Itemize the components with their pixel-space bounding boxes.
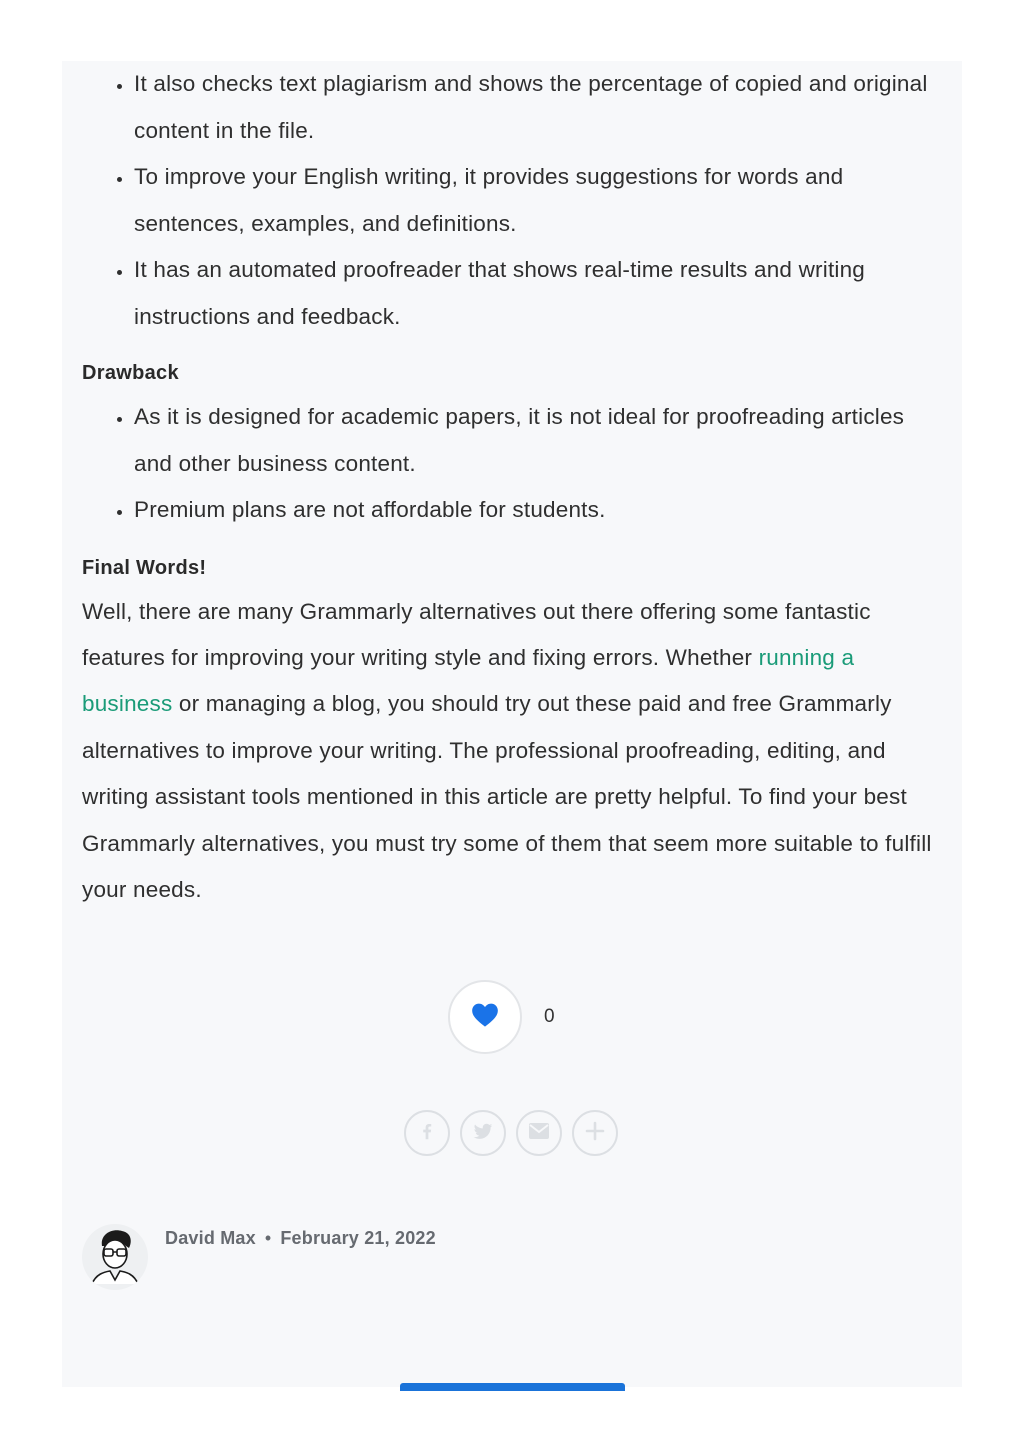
avatar[interactable] (82, 1224, 148, 1290)
post-date: February 21, 2022 (280, 1228, 436, 1248)
facebook-icon (416, 1120, 438, 1147)
author-name[interactable]: David Max (165, 1228, 256, 1248)
more-share-button[interactable] (572, 1110, 618, 1156)
avatar-illustration (82, 1224, 148, 1290)
twitter-icon (471, 1120, 495, 1147)
list-item: • It has an automated proofreader that shows real-time results and writing instructions and feedback. (134, 247, 940, 340)
next-post-button[interactable] (400, 1383, 625, 1391)
email-share-button[interactable] (516, 1110, 562, 1156)
pros-list (82, 61, 940, 340)
facebook-share-button[interactable] (404, 1110, 450, 1156)
twitter-share-button[interactable] (460, 1110, 506, 1156)
article-content (82, 61, 940, 913)
list-item: • As it is designed for academic papers, it is not ideal for proofreading articles and other business content. (134, 394, 940, 487)
share-buttons (404, 1110, 618, 1156)
final-words-paragraph (82, 589, 940, 914)
like-count: 0 (544, 1006, 555, 1027)
plus-icon (585, 1121, 605, 1146)
paragraph-text: Well, there are many Grammarly alternatives out there offering some fantastic features for improving your writing style and fixing errors. Whether (82, 598, 871, 670)
list-item: • To improve your English writing, it provides suggestions for words and sentences, examples, and definitions. (134, 154, 940, 247)
drawback-list (82, 394, 940, 534)
email-icon (529, 1123, 549, 1144)
final-words-heading: Final Words! (82, 556, 207, 579)
list-item: • It also checks text plagiarism and shows the percentage of copied and original content in the file. (134, 61, 940, 154)
like-section (448, 980, 568, 1060)
article-card (62, 61, 962, 1387)
list-item: • Premium plans are not affordable for students. (134, 487, 940, 534)
running-a-business-link[interactable]: running a business (82, 644, 855, 717)
like-button[interactable] (448, 980, 522, 1054)
paragraph-text: or managing a blog, you should try out these paid and free Grammarly alternatives to improve your writing. The professional proofreading, editing, and writing assistant tools mentioned in this article are pretty helpful. To find your best Grammarly alternatives, you must try some of them that seem more suitable to fulfill your needs. (82, 691, 932, 902)
drawback-heading: Drawback (82, 362, 179, 384)
heart-icon (471, 1002, 499, 1033)
author-meta (165, 1228, 436, 1249)
meta-separator: • (264, 1228, 272, 1248)
